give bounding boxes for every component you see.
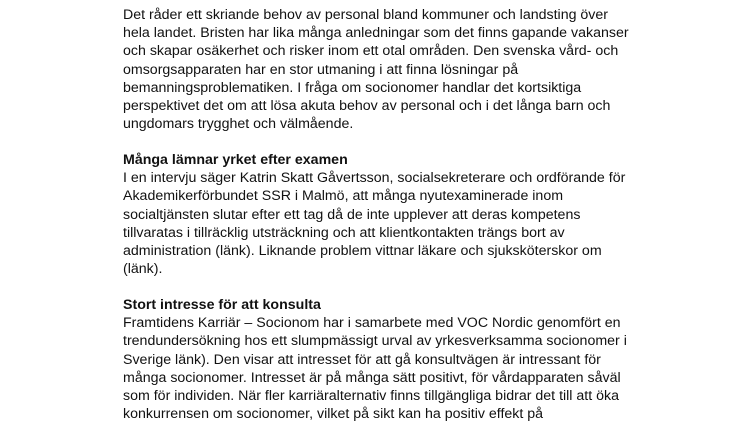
paragraph-line: tillvaratas i tillräcklig utsträckning och att klientkontakten trängs bort av [123, 224, 565, 241]
paragraph-line: Framtidens Karriär – Socionom har i samarbete med VOC Nordic genomfört en [123, 315, 621, 332]
paragraph-line: perspektivet det om att lösa akuta behov av personal och i det långa barn och [123, 98, 611, 115]
paragraph-line: konkurrensen om socionomer, vilket på sikt kan ha positiv effekt på [123, 406, 544, 423]
paragraph-line: (länk). [123, 261, 163, 278]
paragraph-line: många socionomer. Intresset är på många sätt positivt, för vårdapparaten såväl [123, 369, 621, 386]
intro-paragraph [123, 6, 629, 133]
paragraph-line: I en intervju säger Katrin Skatt Gåvertsson, socialsekreterare och ordförande för [123, 170, 626, 187]
paragraph-line: ungdomars trygghet och välmående. [123, 116, 354, 133]
paragraph-line: bemanningsproblematiken. I fråga om socionomer handlar det kortsiktiga [123, 79, 582, 96]
section-heading: Stort intresse för att konsulta [123, 297, 321, 313]
paragraph-line: Akademikerförbundet SSR i Malmö, att många nyutexaminerade inom [123, 188, 564, 205]
section-heading: Många lämnar yrket efter examen [123, 152, 348, 168]
section-consulting-interest [123, 296, 627, 423]
paragraph-line: som för individen. När fler karriäralternativ finns tillgängliga bidrar det till att öka [123, 388, 619, 405]
paragraph-line: trendundersökning hos ett slumpmässigt urval av yrkesverksamma socionomer i [123, 333, 627, 350]
paragraph-line: Sverige länk). Den visar att intresset för att gå konsultvägen är intressant för [123, 351, 601, 368]
paragraph-line: omsorgsapparaten har en stor utmaning i att finna lösningar på [123, 61, 519, 78]
paragraph-line: Det råder ett skriande behov av personal bland kommuner och landsting över [123, 7, 609, 23]
paragraph-line: hela landet. Bristen har lika många anledningar som det finns gapande vakanser [123, 25, 629, 42]
paragraph-line: socialtjänsten slutar efter ett tag då de inte upplever att deras kompetens [123, 206, 581, 223]
paragraph-line: administration (länk). Liknande problem vittnar läkare och sjuksköterskor om [123, 243, 602, 260]
paragraph-line: och skapar osäkerhet och risker inom ett otal områden. Den svenska vård- och [123, 43, 619, 60]
section-leaving-profession [123, 151, 625, 278]
